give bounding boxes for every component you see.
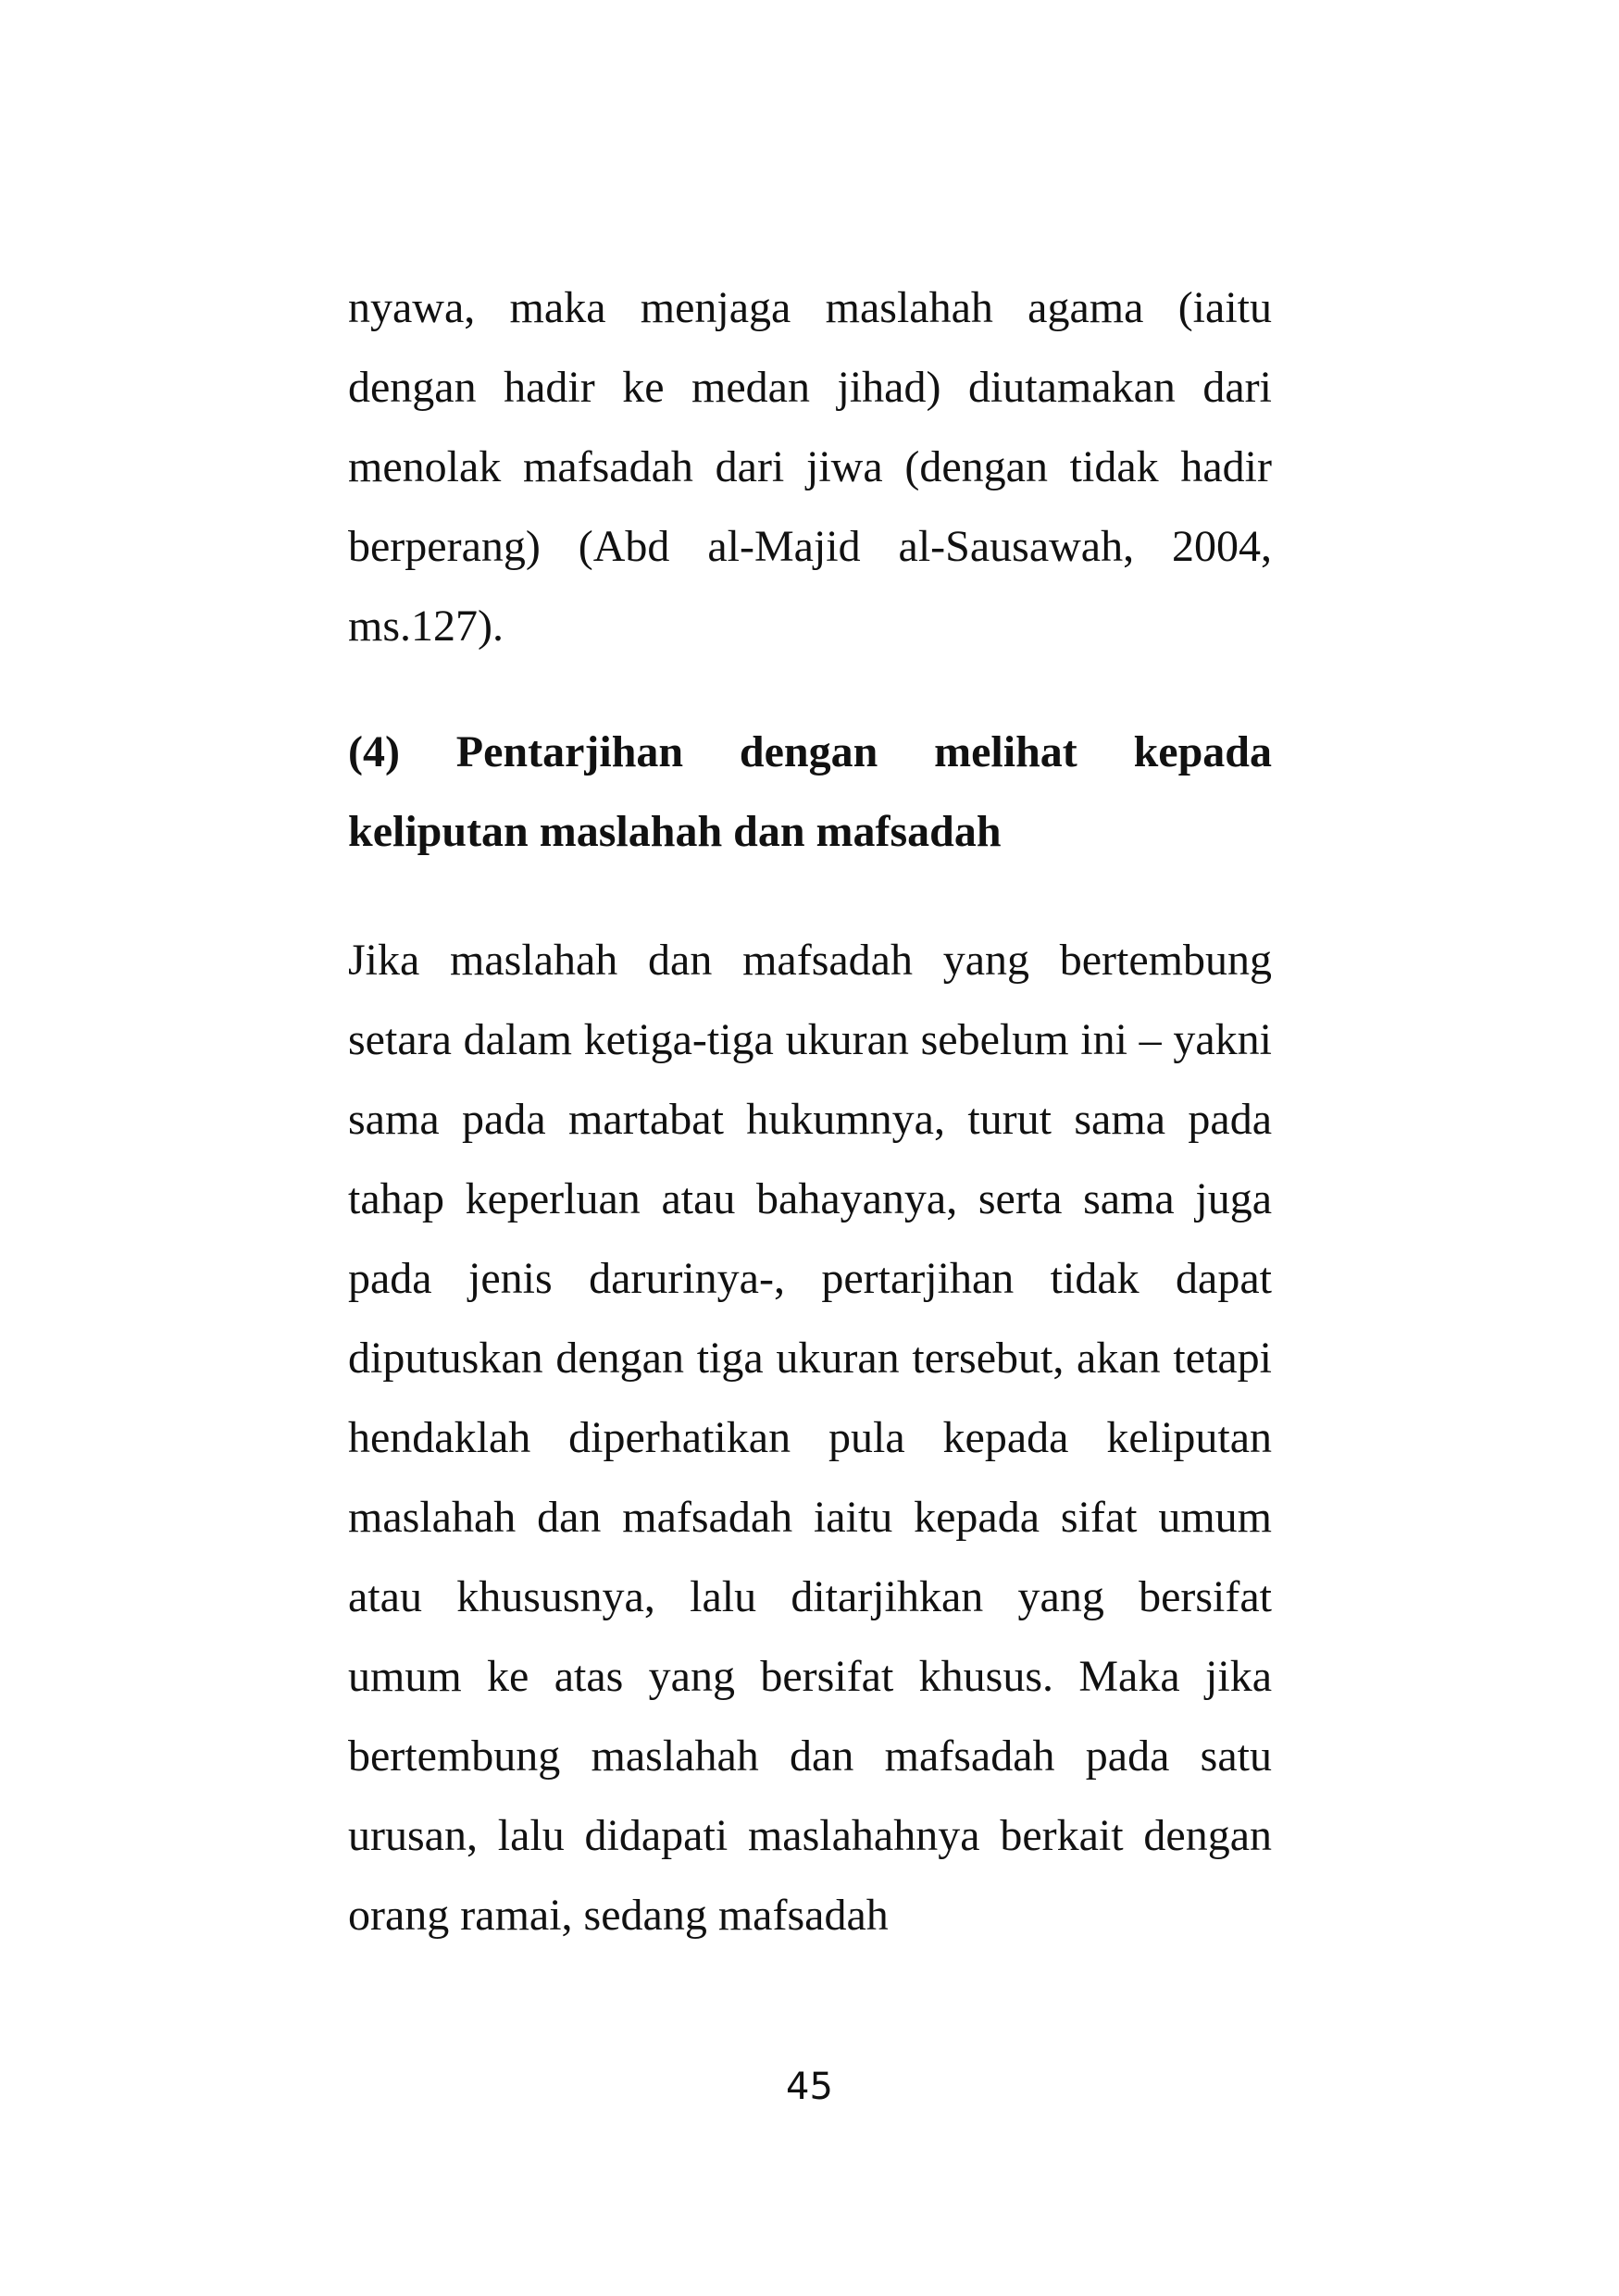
section-heading: (4) Pentarjihan dengan melihat kepada keliputan maslahah dan mafsadah	[348, 727, 1272, 856]
paragraph-continued: nyawa, maka menjaga maslahah agama (iaitu dengan hadir ke medan jihad) diutamakan dari menolak mafsadah dari jiwa (dengan tidak hadir berperang) (Abd al-Majid al-Sausawah, 2004, ms.127).	[348, 283, 1272, 651]
page-number: 45	[786, 2066, 833, 2108]
paragraph-main: Jika maslahah dan mafsadah yang bertembung setara dalam ketiga-tiga ukuran sebelum ini – yakni sama pada martabat hukumnya, turut sama pada tahap keperluan atau bahayanya, serta sama juga pada jenis darurinya-, pertarjihan tidak dapat diputuskan dengan tiga ukuran tersebut, akan tetapi hendaklah diperhatikan pula kepada keliputan maslahah dan mafsadah iaitu kepada sifat umum atau khususnya, lalu ditarjihkan yang bersifat umum ke atas yang bersifat khusus. Maka jika bertembung maslahah dan mafsadah pada satu urusan, lalu didapati maslahahnya berkait dengan orang ramai, sedang mafsadah	[348, 936, 1272, 1940]
